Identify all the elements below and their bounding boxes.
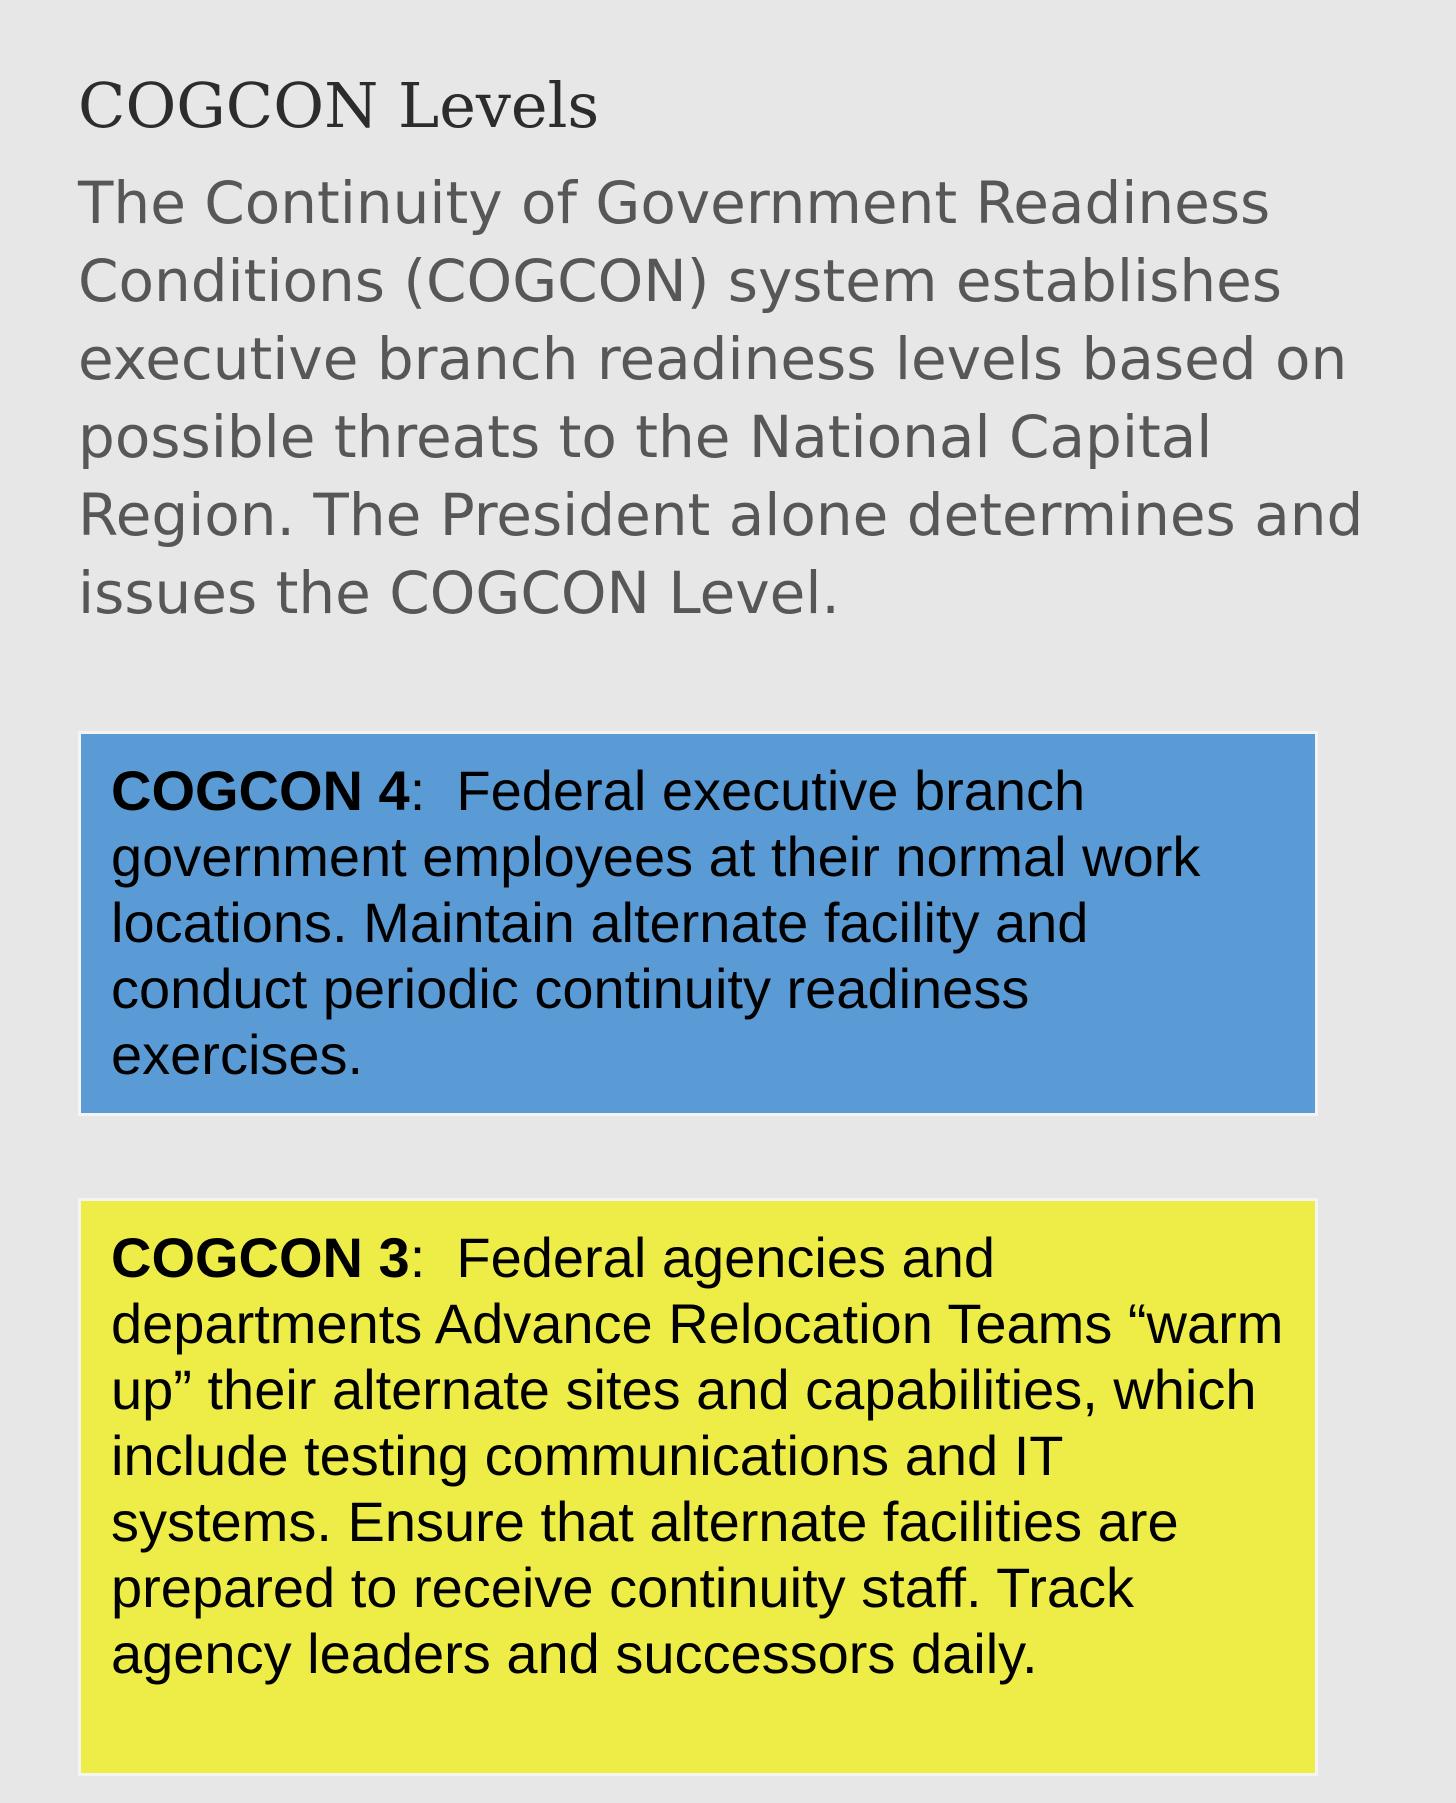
level-name: COGCON 4 [111, 759, 410, 822]
level-description: Federal executive branch government employees at their normal work locations. Maintain alternate facility and conduct periodic continuity readiness exercises. [111, 759, 1201, 1086]
intro-paragraph: The Continuity of Government Readiness Conditions (COGCON) system establishes executive branch readiness levels based on possible threats to the National Capital Region. The President alone determines and issues the COGCON Level. [78, 169, 1364, 627]
cogcon-4-box [78, 731, 1318, 1116]
page-title: COGCON Levels [78, 69, 600, 142]
document-body [78, 62, 1398, 632]
cogcon-3-box [78, 1198, 1318, 1776]
level-separator: : [409, 1226, 426, 1289]
level-name: COGCON 3 [111, 1226, 410, 1289]
level-description: Federal agencies and departments Advance Relocation Teams “warm up” their alternate sites and capabilities, which include testing communications and IT systems. Ensure that alternate facilities are prepared to receive continuity staff. Track agency leaders and successors daily. [111, 1226, 1284, 1685]
level-separator: : [409, 759, 426, 822]
